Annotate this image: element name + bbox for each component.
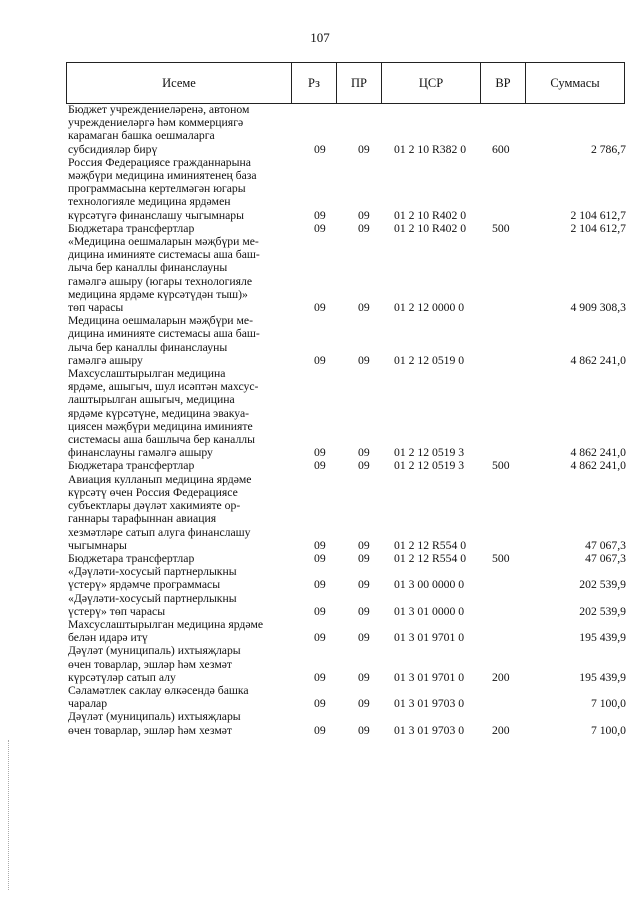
header-csr: ЦСР: [382, 63, 481, 104]
row-sum: 7 100,0: [590, 723, 626, 737]
row-name-line: субсидияләр бирү: [68, 142, 158, 156]
table-body: [66, 103, 626, 737]
row-name-line: күрсәтүгә финанслашу чыгымнары: [68, 208, 245, 222]
row-name-line: гамәлгә ашыру: [68, 353, 143, 367]
row-name-line: төп чарасы: [68, 301, 124, 315]
row-name-line: чаралар: [68, 697, 108, 711]
row-values: [66, 354, 626, 367]
row-vr: 500: [492, 221, 510, 235]
row-name-line: лаштырылган ашыгыч, медицина: [68, 393, 235, 407]
row-csr: 01 3 01 9701 0: [394, 670, 465, 684]
row-values: [66, 222, 626, 235]
row-pr: 09: [358, 208, 370, 222]
row-values: [66, 697, 626, 710]
row-name-line: дицина иминияте системасы аша баш-: [68, 327, 260, 341]
row-pr: 09: [358, 459, 370, 473]
row-vr: 500: [492, 459, 510, 473]
row-values: [66, 631, 626, 644]
header-rz: Рз: [292, 63, 337, 104]
row-vr: 500: [492, 551, 510, 565]
row-pr: 09: [358, 353, 370, 367]
row-pr: 09: [358, 578, 370, 592]
row-rz: 09: [314, 538, 326, 552]
row-name-line: үстерү» төп чарасы: [68, 604, 166, 618]
row-name-line: Бюджетара трансфертлар: [68, 459, 195, 473]
row-values: [66, 301, 626, 314]
row-name-line: медицина ярдәме күрсәтүдән тыш)»: [68, 287, 248, 301]
row-pr: 09: [358, 142, 370, 156]
header-sum: Суммасы: [526, 63, 625, 104]
table-header: [66, 62, 625, 104]
row-name-line: финанслауны гамәлгә ашыру: [68, 446, 213, 460]
row-sum: 202 539,9: [579, 604, 626, 618]
row-sum: 4 909 308,3: [570, 301, 626, 315]
row-name-line: циясен мәҗбүри медицина иминияте: [68, 419, 253, 433]
header-pr: ПР: [337, 63, 382, 104]
row-pr: 09: [358, 670, 370, 684]
row-name-line: лыча бер каналлы финанслауны: [68, 340, 228, 354]
row-values: [66, 446, 626, 459]
row-csr: 01 3 01 9703 0: [394, 697, 465, 711]
row-csr: 01 2 12 0519 3: [394, 459, 465, 473]
row-name-line: Медицина оешмаларын мәҗбүри ме-: [68, 314, 253, 328]
table-row: [66, 473, 626, 552]
row-pr: 09: [358, 723, 370, 737]
table-row: [66, 684, 626, 710]
row-name-line: Дәүләт (муниципаль) ихтыяҗлары: [68, 644, 241, 658]
table-row: [66, 314, 626, 367]
row-rz: 09: [314, 221, 326, 235]
row-name-line: системасы аша башлыча бер каналлы: [68, 433, 255, 447]
row-vr: 200: [492, 670, 510, 684]
row-name-line: карамаган башка оешмаларга: [68, 129, 215, 143]
row-csr: 01 2 12 R554 0: [394, 551, 467, 565]
table-row: [66, 552, 626, 565]
row-vr: 200: [492, 723, 510, 737]
row-name-line: Авиация кулланып медицина ярдәме: [68, 472, 252, 486]
row-rz: 09: [314, 604, 326, 618]
row-sum: 7 100,0: [590, 697, 626, 711]
table-row: [66, 103, 626, 156]
row-rz: 09: [314, 551, 326, 565]
row-sum: 2 104 612,7: [570, 221, 626, 235]
row-csr: 01 3 00 0000 0: [394, 578, 465, 592]
row-values: [66, 209, 626, 222]
row-pr: 09: [358, 551, 370, 565]
row-name-line: белән идарә итү: [68, 631, 148, 645]
row-values: [66, 671, 626, 684]
table-row: [66, 565, 626, 591]
header-name: Исеме: [67, 63, 292, 104]
row-sum: 47 067,3: [585, 538, 626, 552]
row-rz: 09: [314, 697, 326, 711]
row-csr: 01 3 01 0000 0: [394, 604, 465, 618]
row-name-line: гамәлгә ашыру (югары технологияле: [68, 274, 253, 288]
row-name-line: лыча бер каналлы финанслауны: [68, 261, 228, 275]
row-rz: 09: [314, 670, 326, 684]
row-sum: 195 439,9: [579, 631, 626, 645]
row-name-line: Бюджетара трансфертлар: [68, 221, 195, 235]
row-name-line: «Дәүләти-хосусый партнерлыкны: [68, 591, 237, 605]
row-name-line: хезмәтләре сатып алуга финанслашу: [68, 525, 251, 539]
row-values: [66, 143, 626, 156]
row-name-line: ярдәме, ашыгыч, шул исәптән махсус-: [68, 380, 259, 394]
row-rz: 09: [314, 301, 326, 315]
row-csr: 01 2 10 R402 0: [394, 208, 467, 222]
row-name-line: Бюджет учреждениеләренә, автоном: [68, 103, 250, 116]
row-pr: 09: [358, 446, 370, 460]
row-rz: 09: [314, 142, 326, 156]
row-rz: 09: [314, 353, 326, 367]
row-values: [66, 724, 626, 737]
row-values: [66, 552, 626, 565]
row-csr: 01 2 12 0000 0: [394, 301, 465, 315]
row-csr: 01 2 12 0519 0: [394, 353, 465, 367]
table-row: [66, 156, 626, 222]
page-number: 107: [310, 30, 330, 45]
row-name-line: субъектлары дәүләт хакимияте ор-: [68, 499, 241, 513]
table-row: [66, 618, 626, 644]
table-row: [66, 644, 626, 684]
row-name-line: ярдәме күрсәтүне, медицина эвакуа-: [68, 406, 250, 420]
row-rz: 09: [314, 446, 326, 460]
row-pr: 09: [358, 631, 370, 645]
scan-artifact: [8, 740, 11, 890]
row-sum: 4 862 241,0: [570, 353, 626, 367]
row-name-line: Дәүләт (муниципаль) ихтыяҗлары: [68, 710, 241, 724]
table-row: [66, 592, 626, 618]
row-pr: 09: [358, 221, 370, 235]
row-sum: 195 439,9: [579, 670, 626, 684]
row-sum: 2 786,7: [590, 142, 626, 156]
row-csr: 01 2 10 R402 0: [394, 221, 467, 235]
row-name-line: Россия Федерациясе гражданнарына: [68, 155, 251, 169]
row-name-line: Махсуслаштырылган медицина: [68, 367, 226, 381]
row-values: [66, 539, 626, 552]
row-name-line: «Медицина оешмаларын мәҗбүри ме-: [68, 235, 259, 249]
row-csr: 01 3 01 9701 0: [394, 631, 465, 645]
row-csr: 01 2 12 R554 0: [394, 538, 467, 552]
row-name-line: өчен товарлар, эшләр һәм хезмәт: [68, 657, 233, 671]
table-row: [66, 367, 626, 459]
row-sum: 4 862 241,0: [570, 446, 626, 460]
row-name-line: ганнары тарафыннан авиация: [68, 512, 217, 526]
row-values: [66, 460, 626, 473]
row-pr: 09: [358, 697, 370, 711]
row-pr: 09: [358, 604, 370, 618]
row-rz: 09: [314, 723, 326, 737]
row-rz: 09: [314, 459, 326, 473]
row-rz: 09: [314, 578, 326, 592]
row-name-line: технологияле медицина ярдәмен: [68, 195, 231, 209]
table-row: [66, 235, 626, 314]
table-row: [66, 710, 626, 736]
row-name-line: Сәламәтлек саклау өлкәсендә башка: [68, 683, 249, 697]
row-csr: 01 2 12 0519 3: [394, 446, 465, 460]
row-rz: 09: [314, 208, 326, 222]
row-values: [66, 605, 626, 618]
row-name-line: өчен товарлар, эшләр һәм хезмәт: [68, 723, 233, 737]
row-name-line: күрсәтүләр сатып алу: [68, 670, 176, 684]
row-name-line: учреждениеләргә һәм коммерциягә: [68, 116, 244, 130]
row-csr: 01 3 01 9703 0: [394, 723, 465, 737]
row-sum: 2 104 612,7: [570, 208, 626, 222]
header-vr: ВР: [481, 63, 526, 104]
row-sum: 47 067,3: [585, 551, 626, 565]
row-sum: 202 539,9: [579, 578, 626, 592]
row-name-line: үстерү» ярдәмче программасы: [68, 578, 221, 592]
row-values: [66, 578, 626, 591]
row-name-line: дицина иминияте системасы аша баш-: [68, 248, 260, 262]
row-name-line: Махсуслаштырылган медицина ярдәме: [68, 617, 264, 631]
table-row: [66, 459, 626, 472]
row-name-line: «Дәүләти-хосусый партнерлыкны: [68, 565, 237, 579]
row-rz: 09: [314, 631, 326, 645]
table-row: [66, 222, 626, 235]
row-pr: 09: [358, 538, 370, 552]
row-vr: 600: [492, 142, 510, 156]
row-name-line: чыгымнары: [68, 538, 127, 552]
row-name-line: мәҗбүри медицина иминиятенең база: [68, 169, 257, 183]
row-name-line: күрсәтү өчен Россия Федерациясе: [68, 485, 238, 499]
row-sum: 4 862 241,0: [570, 459, 626, 473]
row-name-line: программасына кертелмәгән югары: [68, 182, 246, 196]
row-pr: 09: [358, 301, 370, 315]
row-name-line: Бюджетара трансфертлар: [68, 551, 195, 565]
row-csr: 01 2 10 R382 0: [394, 142, 467, 156]
